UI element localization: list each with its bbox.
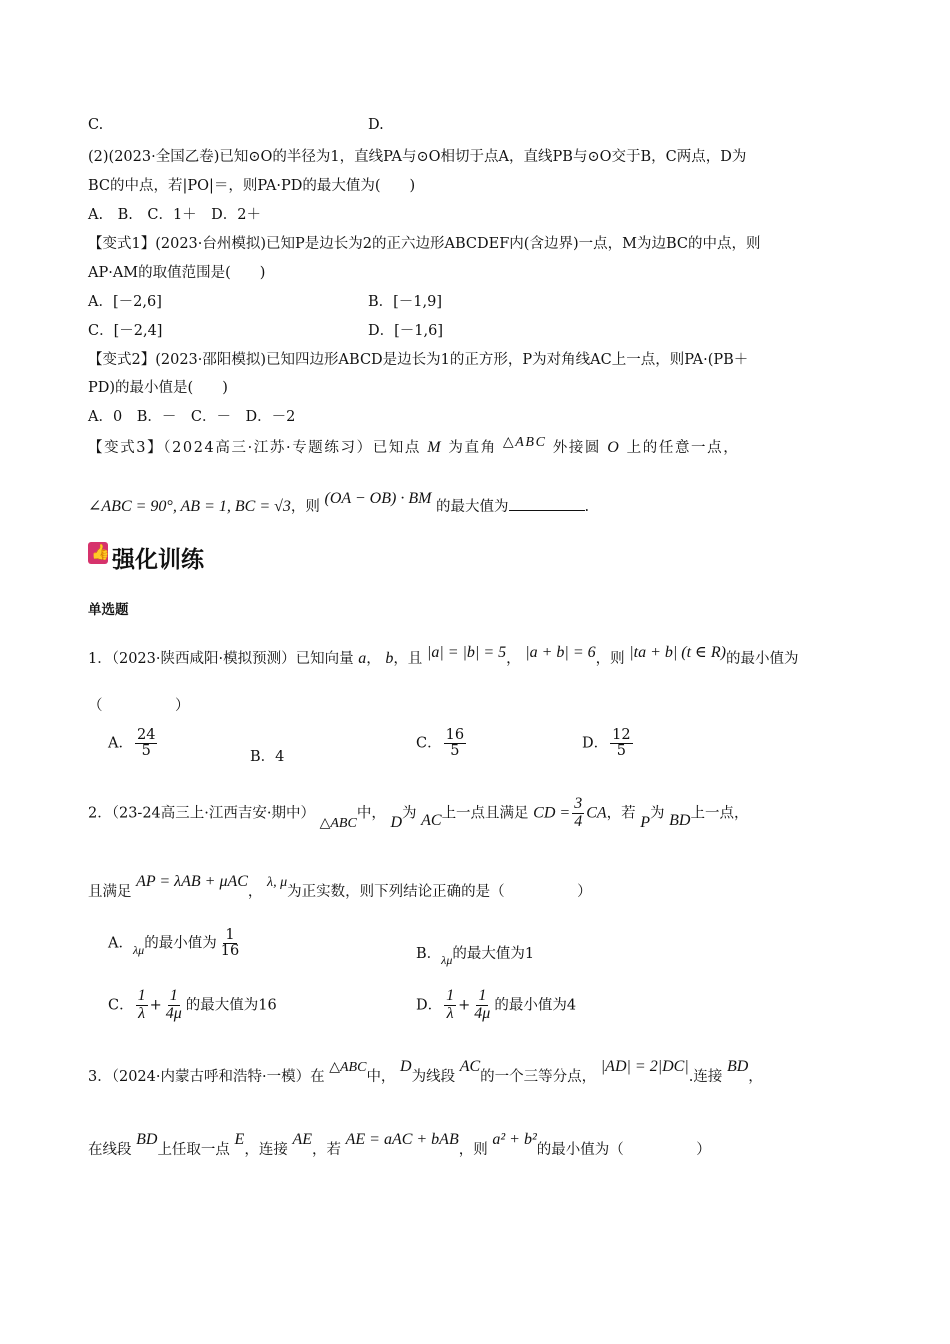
- variant1-option-c: C．[－2,4]: [88, 323, 163, 339]
- fraction: [444, 728, 466, 759]
- variant3-mid: 为直角: [448, 440, 497, 456]
- variant3-point-m: M: [427, 439, 443, 456]
- text: ，则: [458, 1142, 488, 1158]
- problem3-line1: [88, 1055, 763, 1085]
- fraction: [572, 796, 584, 831]
- problem1-option-a: [108, 728, 159, 759]
- text: ，连接: [244, 1142, 288, 1158]
- cd-expr: CD =: [533, 804, 571, 822]
- denominator: λ: [446, 1004, 454, 1022]
- denominator: λ: [138, 1004, 146, 1022]
- option-label: C．: [108, 997, 134, 1014]
- variant1-option-b: B．[－1,9]: [368, 294, 443, 310]
- text: 为正实数，则下列结论正确的是（ ）: [287, 884, 592, 900]
- denominator: 4μ: [165, 1004, 182, 1022]
- text: 的最大值为16: [185, 997, 277, 1014]
- variant3-point-o: O: [607, 439, 621, 456]
- problem1-cond-prefix: ，且: [393, 651, 423, 667]
- text: 为: [650, 805, 665, 822]
- q2-options: A. B. C．1＋ D．2＋: [88, 207, 262, 223]
- numerator: 16: [445, 727, 465, 743]
- text: 中，: [356, 805, 386, 822]
- numerator: 3: [574, 795, 583, 812]
- numerator: 12: [612, 727, 631, 743]
- answer-blank: [509, 498, 585, 511]
- text: 为: [402, 805, 417, 822]
- problem1-tail: 的最小值为: [725, 651, 799, 667]
- text: ，: [748, 1069, 763, 1085]
- numerator: 1: [225, 927, 235, 943]
- thumbs-up-icon: 👍: [88, 542, 108, 564]
- text: 上任取一点: [157, 1142, 230, 1158]
- segment-bd: BD: [726, 1058, 749, 1075]
- fraction: [219, 928, 241, 959]
- text: 的最小值为: [144, 935, 217, 952]
- fraction: [610, 728, 632, 759]
- variant3-suffix: 上的任意一点，: [626, 440, 740, 456]
- numerator: 1: [169, 987, 178, 1004]
- variant3-prefix: 【变式3】（2024高三·江苏·专题练习）已知点: [88, 440, 421, 456]
- text: 的一个三等分点，: [480, 1069, 597, 1085]
- problem1-paren: （ ）: [88, 698, 190, 714]
- text: 的最小值为4: [494, 997, 577, 1014]
- numerator: 1: [446, 987, 455, 1004]
- text: 的最小值为（ ）: [536, 1142, 711, 1158]
- variant1-line1: 【变式1】(2023·台州模拟)已知P是边长为2的正六边形ABCDEF内(含边界)一点，M为边BC的中点，则: [88, 236, 761, 252]
- text: 的最大值为1: [452, 946, 535, 962]
- problem1-line1: 1．（2023·陕西咸阳·模拟预测）已知向量 a， b，且 |a| = |b| = 5， |a + b| = 6，则 |ta + b| (t ∈ R)的最小值为: [88, 644, 799, 667]
- variant3-triangle: △ABC: [502, 435, 547, 450]
- problem2-prefix: 2．（23-24高三上·江西吉安·期中）: [88, 805, 315, 822]
- text: ，: [247, 884, 263, 900]
- variant3-line2: [88, 490, 589, 516]
- option-label: A．: [108, 735, 133, 752]
- denominator: 5: [616, 743, 626, 760]
- problem1-sep: ，: [366, 651, 381, 667]
- problem1-condition1: |a| = |b| = 5: [426, 644, 507, 661]
- text: 3．（2024·内蒙古呼和浩特·一模）在: [88, 1069, 325, 1085]
- problem2-option-d: [416, 988, 576, 1023]
- fraction: [135, 728, 157, 759]
- variant3-end: .: [584, 499, 590, 515]
- vector-b: b: [385, 650, 394, 667]
- problem1-then: ，则: [595, 651, 625, 667]
- denominator: 16: [220, 943, 240, 960]
- q2-line1: (2)(2023·全国乙卷)已知⊙O的半径为1，直线PA与⊙O相切于点A，直线PB与⊙O交于B，C两点，D为: [88, 149, 747, 165]
- variant3-then: ，则: [290, 499, 320, 515]
- a2-b2-expr: a² + b²: [492, 1131, 537, 1148]
- fraction: [444, 988, 456, 1023]
- text: 在线段: [88, 1142, 132, 1158]
- variant2-options: A．0 B．－ C．－ D．－2: [88, 409, 296, 425]
- plus: +: [149, 997, 162, 1014]
- subsection-title: 单选题: [88, 602, 129, 618]
- problem1-condition2: |a + b| = 6: [525, 644, 596, 661]
- point-e: E: [234, 1131, 245, 1148]
- fraction: [136, 988, 148, 1023]
- segment-bd: BD: [136, 1131, 158, 1148]
- fraction: [164, 988, 184, 1023]
- problem2-line1: [88, 796, 748, 831]
- variant3-condition: ∠ABC = 90°, AB = 1, BC = √3: [88, 498, 291, 515]
- lambda-mu: λμ: [132, 942, 145, 957]
- text: ，若: [606, 805, 636, 822]
- section-title: 强化训练: [112, 547, 204, 573]
- variant1-option-a: A．[－2,6]: [88, 294, 162, 310]
- segment-ac: AC: [421, 812, 442, 830]
- point-d: D: [400, 1058, 412, 1075]
- variant1-option-d: D．[－1,6]: [368, 323, 443, 339]
- point-d: D: [390, 814, 402, 832]
- triangle: △ABC: [329, 1060, 367, 1075]
- variant3-mid2: 外接圆: [552, 440, 602, 456]
- vector-a: a: [358, 650, 367, 667]
- problem2-option-c: [108, 988, 277, 1023]
- denominator: 4: [574, 812, 583, 830]
- option-label: A．: [108, 935, 133, 952]
- segment-ae: AE: [292, 1131, 312, 1148]
- text: .连接: [688, 1069, 723, 1085]
- segment-bd: BD: [669, 812, 691, 830]
- variant3-line1: [88, 434, 739, 457]
- ad-dc-condition: |AD| = 2|DC|: [600, 1058, 689, 1075]
- plus: +: [458, 997, 471, 1014]
- point-p: P: [640, 814, 651, 832]
- problem2-line2: [88, 870, 592, 900]
- lambda-mu: λ, μ: [267, 875, 288, 890]
- problem2-option-a: [108, 928, 243, 959]
- fraction: [472, 988, 492, 1023]
- problem1-expression: |ta + b| (t ∈ R): [629, 644, 726, 661]
- q2-line2: BC的中点，若|PO|＝，则PA·PD的最大值为( ): [88, 178, 416, 194]
- text: 中，: [366, 1069, 396, 1085]
- numerator: 24: [136, 727, 156, 743]
- text: 为线段: [411, 1069, 456, 1085]
- numerator: 1: [137, 987, 146, 1004]
- text: 上一点，: [690, 805, 749, 822]
- option-label: B．: [416, 946, 442, 962]
- option-label: D．: [416, 997, 443, 1014]
- option-c-top: C.: [88, 117, 104, 133]
- problem1-prefix: 1．（2023·陕西咸阳·模拟预测）已知向量: [88, 651, 354, 667]
- denominator: 5: [141, 743, 151, 760]
- denominator: 5: [450, 743, 460, 760]
- problem3-line2: [88, 1128, 711, 1158]
- variant1-line2: AP·AM的取值范围是( ): [88, 265, 266, 281]
- segment-ac: AC: [459, 1058, 481, 1075]
- segment-ca: CA: [586, 804, 607, 822]
- problem1-option-b: B．4: [250, 749, 285, 765]
- text: 且满足: [88, 884, 132, 900]
- variant2-line2: PD)的最小值是( ): [88, 380, 228, 396]
- ae-expr: AE = aAC + bAB: [345, 1131, 459, 1148]
- text: ，若: [311, 1142, 341, 1158]
- problem1-option-d: [582, 728, 635, 759]
- variant3-tail: 的最大值为: [436, 499, 509, 515]
- problem2-option-b: [416, 942, 535, 967]
- text: 上一点且满足: [441, 805, 529, 822]
- problem1-option-c: [416, 728, 468, 759]
- variant3-expression: (OA − OB) · BM: [324, 490, 432, 507]
- option-d-top: D.: [368, 117, 384, 133]
- option-label: C．: [416, 735, 442, 752]
- problem2-triangle: △ABC: [319, 816, 357, 832]
- variant2-line1: 【变式2】(2023·邵阳模拟)已知四边形ABCD是边长为1的正方形，P为对角线AC上一点，则PA·(PB＋: [88, 352, 749, 368]
- option-label: D．: [582, 735, 609, 752]
- lambda-mu: λμ: [441, 953, 453, 967]
- ap-expr: AP = λAB + μAC: [136, 873, 248, 890]
- denominator: 4μ: [474, 1004, 491, 1022]
- numerator: 1: [478, 987, 487, 1004]
